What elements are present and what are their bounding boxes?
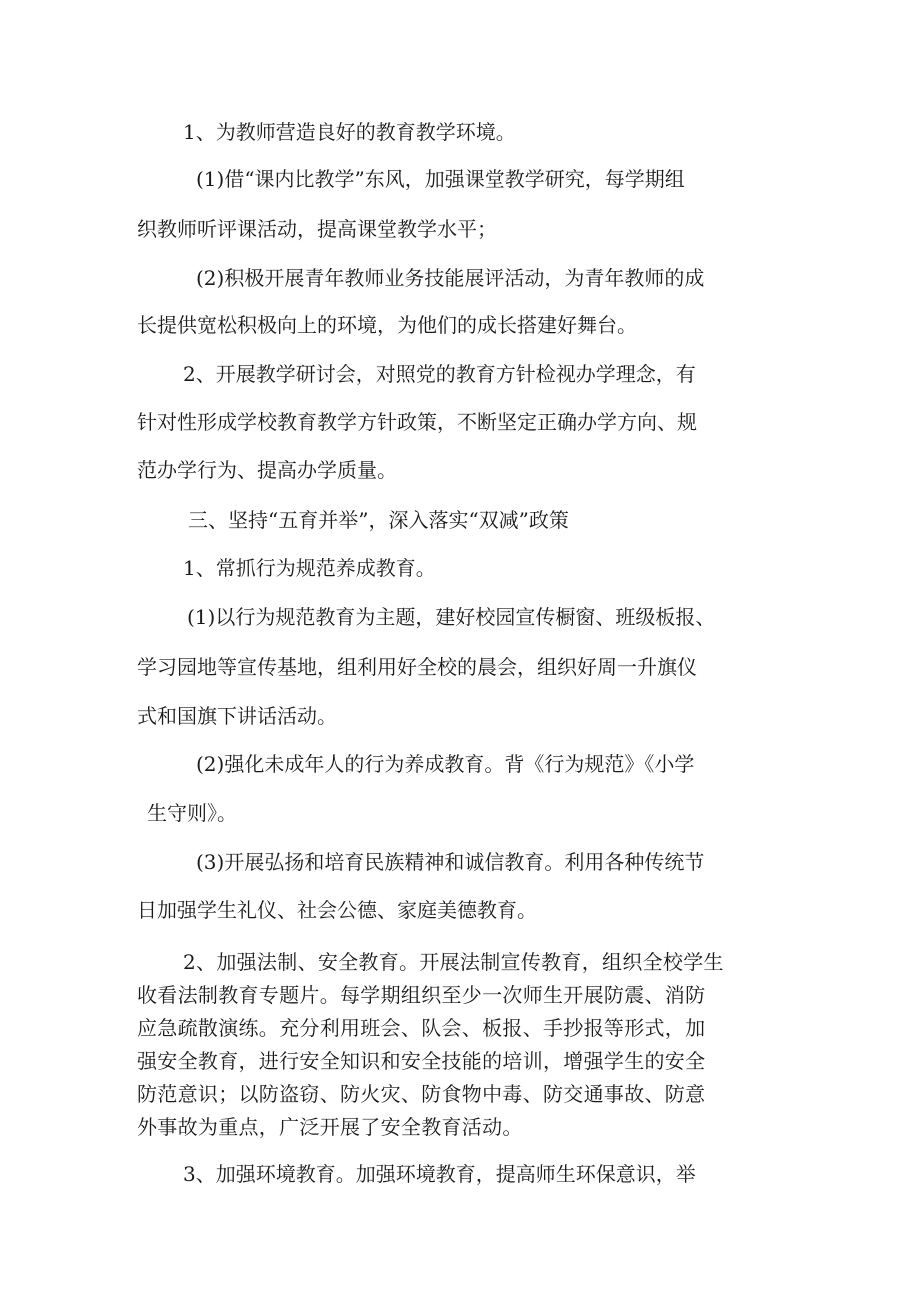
section-heading: 三、坚持“五育并举”，深入落实“双减”政策 — [188, 508, 569, 532]
text-line: 2、开展教学研讨会，对照党的教育方针检视办学理念，有 — [183, 362, 696, 386]
text-line: 收看法制教育专题片。每学期组织至少一次师生开展防震、消防 — [137, 983, 706, 1007]
text-line: (1)以行为规范教育为主题，建好校园宣传橱窗、班级板报、 — [187, 605, 716, 629]
text-line: 日加强学生礼仪、社会公德、家庭美德教育。 — [137, 898, 537, 922]
text-line: 2、加强法制、安全教育。开展法制宣传教育，组织全校学生 — [183, 950, 724, 974]
text-line: 生守则》。 — [147, 801, 237, 825]
text-line: 强安全教育，进行安全知识和安全技能的培训，增强学生的安全 — [137, 1049, 706, 1073]
text-line: 1、常抓行为规范养成教育。 — [183, 556, 436, 580]
text-line: 式和国旗下讲话活动。 — [137, 704, 337, 728]
text-line: 学习园地等宣传基地，组利用好全校的晨会，组织好周一升旗仪 — [137, 655, 697, 679]
text-line: 长提供宽松积极向上的环境，为他们的成长搭建好舞台。 — [137, 313, 637, 337]
text-line: (1)借“课内比教学”东风，加强课堂教学研究，每学期组 — [196, 167, 685, 191]
text-line: 织教师听评课活动，提高课堂教学水平； — [137, 217, 497, 241]
text-line: 3、加强环境教育。加强环境教育，提高师生环保意识，举 — [183, 1162, 696, 1186]
text-line: 外事故为重点，广泛开展了安全教育活动。 — [137, 1115, 523, 1139]
text-line: 1、为教师营造良好的教育教学环境。 — [183, 120, 516, 144]
text-line: 针对性形成学校教育教学方针政策，不断坚定正确办学方向、规 — [137, 410, 697, 434]
text-line: (2)强化未成年人的行为养成教育。背《行为规范》《小学 — [196, 752, 695, 776]
text-line: (2)积极开展青年教师业务技能展评活动，为青年教师的成 — [196, 266, 705, 290]
text-line: 应急疏散演练。充分利用班会、队会、板报、手抄报等形式，加 — [137, 1016, 706, 1040]
text-line: (3)开展弘扬和培育民族精神和诚信教育。利用各种传统节 — [196, 850, 705, 874]
text-line: 防范意识；以防盗窃、防火灾、防食物中毒、防交通事故、防意 — [137, 1082, 706, 1106]
text-line: 范办学行为、提高办学质量。 — [137, 458, 397, 482]
